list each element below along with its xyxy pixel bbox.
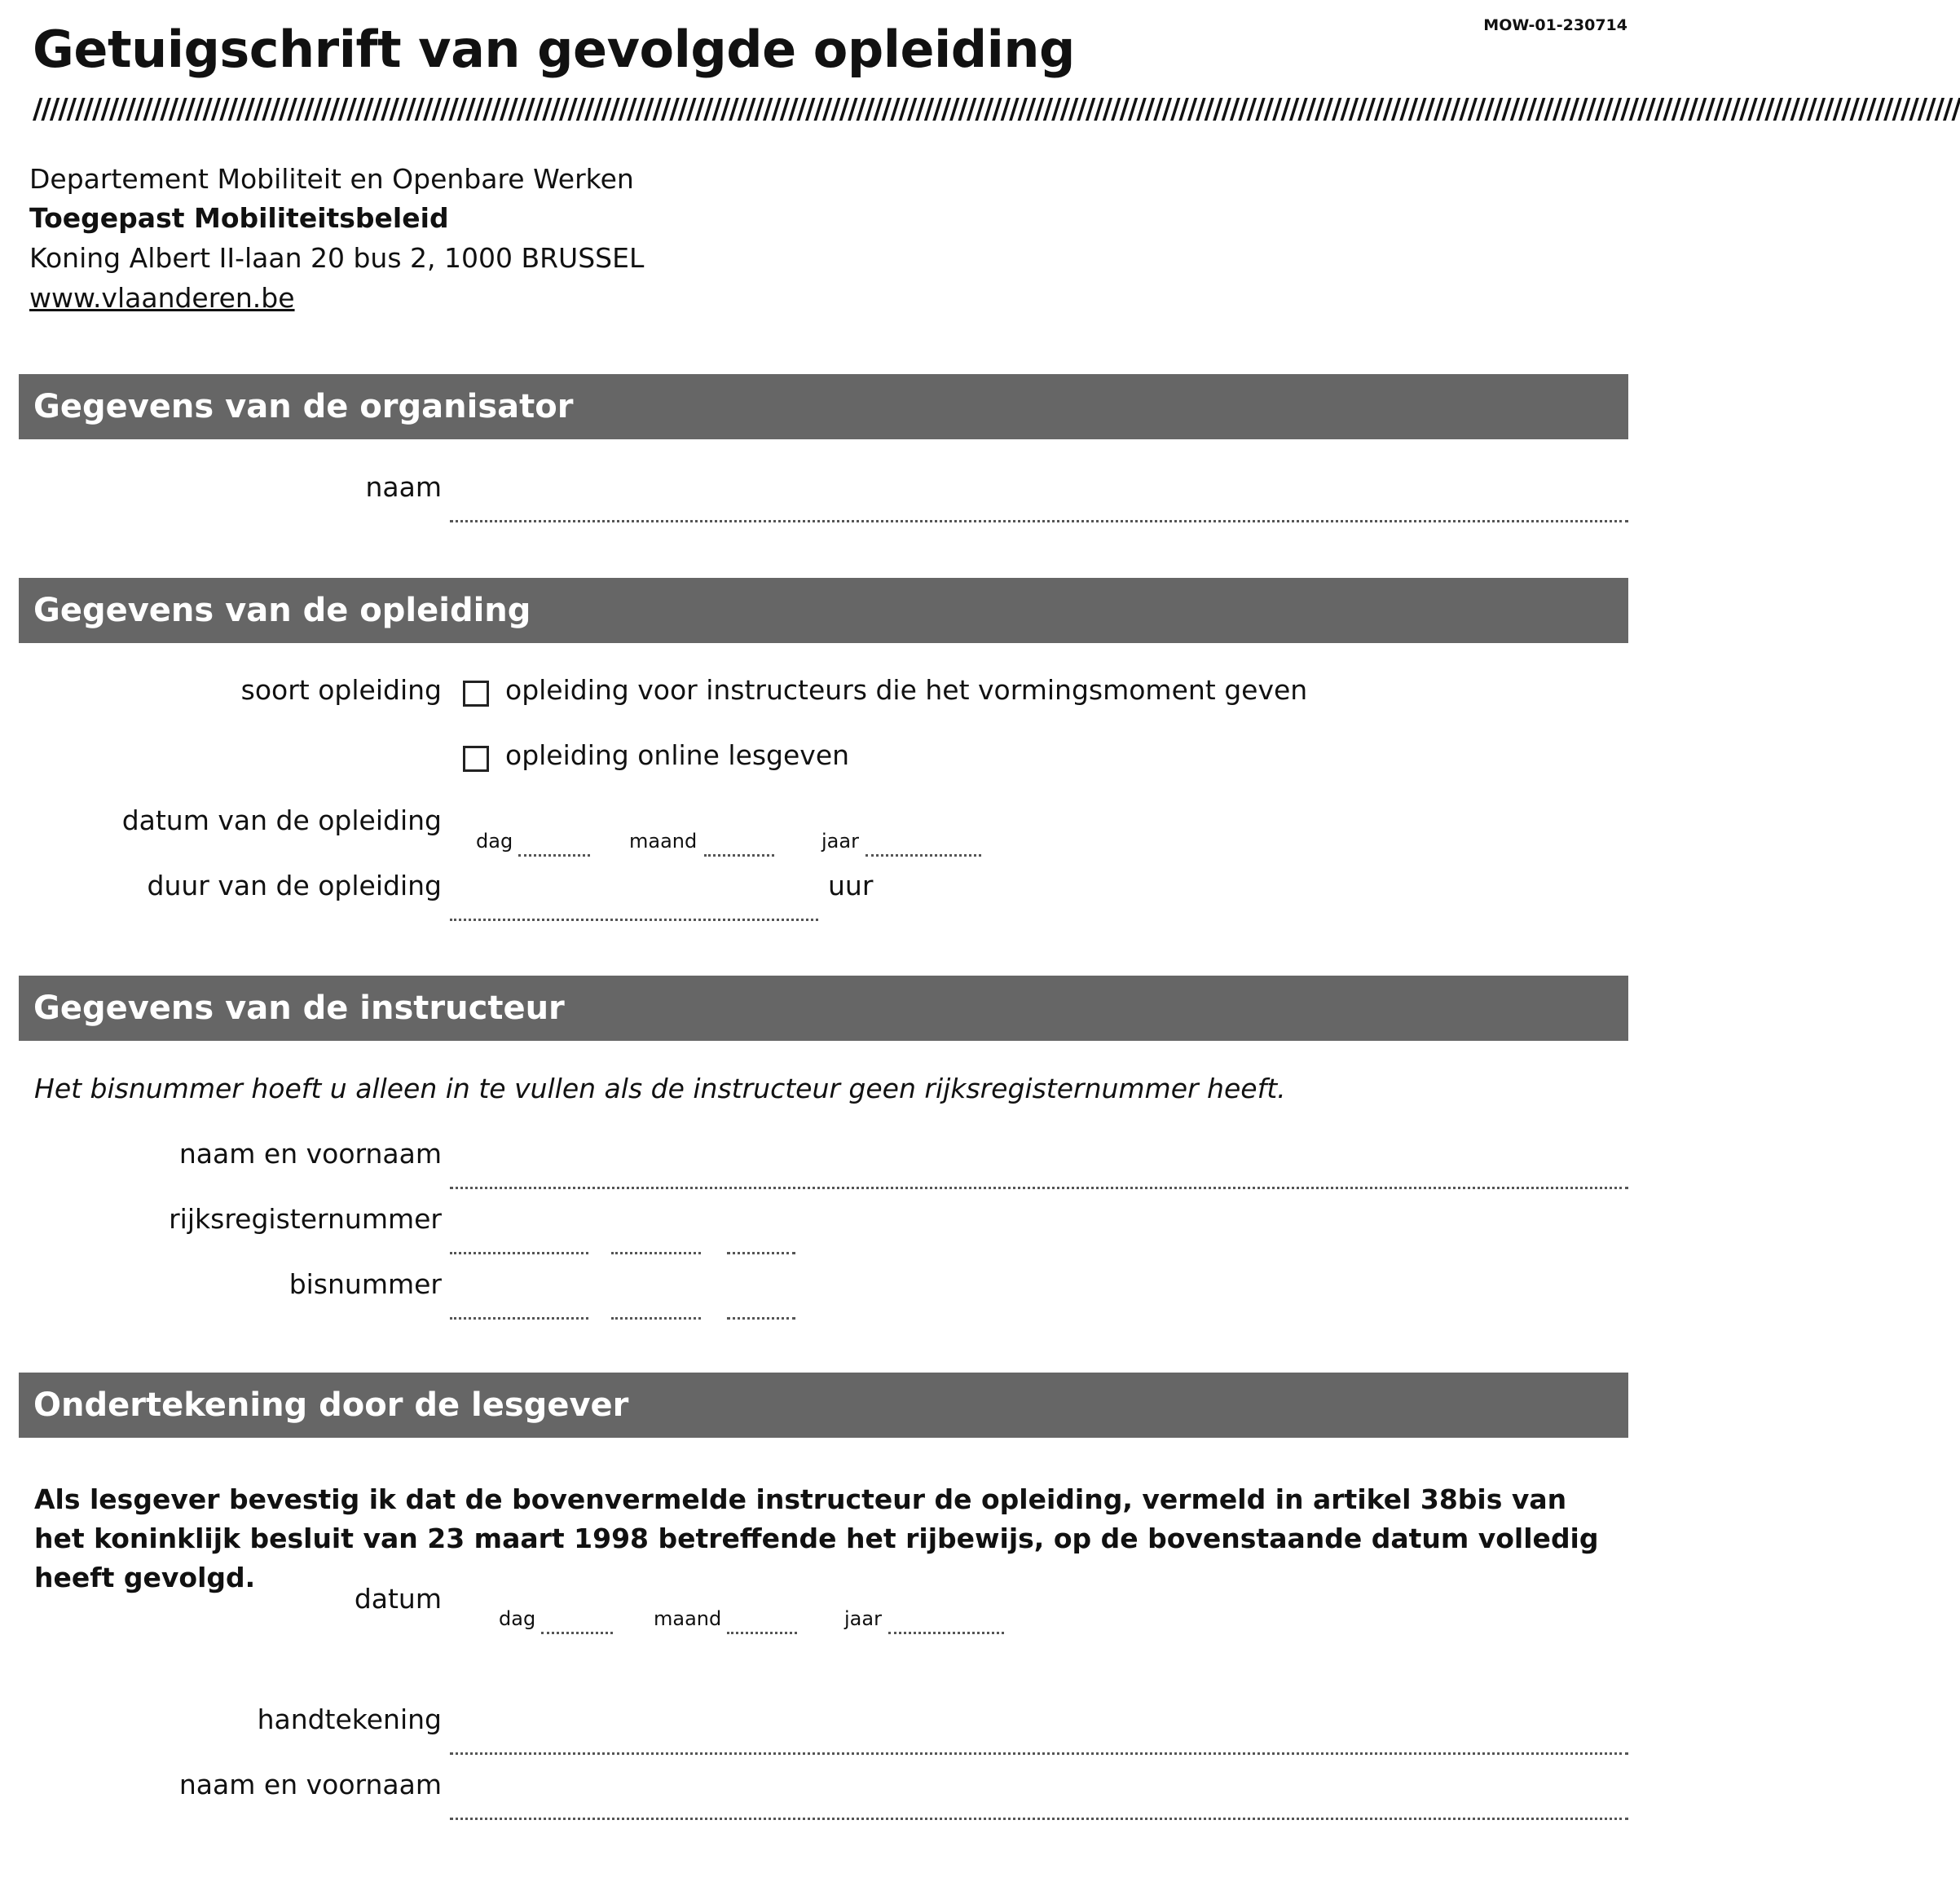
bisnummer-field-3[interactable]	[727, 1317, 795, 1320]
duur-opleiding-field[interactable]	[450, 919, 818, 921]
section-header-instructeur: Gegevens van de instructeur	[19, 976, 1628, 1041]
handtekening-field[interactable]	[450, 1752, 1628, 1755]
datum-opleiding-dag-field[interactable]	[518, 854, 590, 857]
lesgever-naam-field[interactable]	[450, 1818, 1628, 1820]
department-name: Departement Mobiliteit en Openbare Werken	[29, 163, 634, 195]
ondertekening-datum-label: datum	[354, 1583, 442, 1615]
option-instructeurs-label: opleiding voor instructeurs die het vormingsmoment geven	[505, 674, 1308, 706]
handtekening-label: handtekening	[257, 1703, 442, 1735]
section-header-organisator: Gegevens van de organisator	[19, 374, 1628, 439]
rijksregisternummer-label: rijksregisternummer	[169, 1203, 442, 1235]
page-title: Getuigschrift van gevolgde opleiding	[33, 20, 1075, 79]
website-link[interactable]: www.vlaanderen.be	[29, 282, 295, 314]
form-code: MOW-01-230714	[1483, 16, 1627, 34]
bisnummer-note: Het bisnummer hoeft u alleen in te vullen als de instructeur geen rijksregisternummer heeft.	[34, 1073, 1286, 1104]
ondertekening-dag-field[interactable]	[541, 1632, 613, 1634]
rijksregisternummer-field-2[interactable]	[611, 1252, 701, 1254]
option-online-label: opleiding online lesgeven	[505, 739, 850, 771]
datum-opleiding-dag-label: dag	[476, 830, 513, 853]
bisnummer-label: bisnummer	[288, 1268, 442, 1300]
datum-opleiding-label: datum van de opleiding	[121, 804, 442, 836]
option-online-checkbox[interactable]	[463, 746, 489, 772]
section-header-ondertekening: Ondertekening door de lesgever	[19, 1373, 1628, 1438]
department-division: Toegepast Mobiliteitsbeleid	[29, 202, 449, 234]
datum-opleiding-jaar-label: jaar	[821, 830, 859, 853]
duur-unit-label: uur	[828, 870, 874, 901]
option-instructeurs-checkbox[interactable]	[463, 681, 489, 707]
confirmation-statement: Als lesgever bevestig ik dat de bovenvermelde instructeur de opleiding, vermeld in artikel 38bis van het koninklijk besluit van 23 maart 1998 betreffende het rijbewijs, op de bovenstaande datum volledig heeft gevolgd.	[34, 1483, 1599, 1593]
organisator-naam-field[interactable]	[450, 520, 1628, 522]
datum-opleiding-maand-field[interactable]	[704, 854, 774, 857]
duur-opleiding-label: duur van de opleiding	[147, 870, 442, 901]
ondertekening-dag-label: dag	[499, 1607, 536, 1630]
department-website	[29, 282, 295, 314]
ondertekening-maand-field[interactable]	[727, 1632, 797, 1634]
department-address: Koning Albert II-laan 20 bus 2, 1000 BRUSSEL	[29, 242, 645, 274]
rijksregisternummer-field-3[interactable]	[727, 1252, 795, 1254]
organisator-naam-label: naam	[365, 471, 442, 503]
datum-opleiding-jaar-field[interactable]	[865, 854, 981, 857]
bisnummer-field-1[interactable]	[450, 1317, 588, 1320]
ondertekening-jaar-field[interactable]	[888, 1632, 1004, 1634]
bisnummer-field-2[interactable]	[611, 1317, 701, 1320]
instructeur-naam-label: naam en voornaam	[178, 1138, 442, 1170]
ondertekening-jaar-label: jaar	[844, 1607, 882, 1630]
title-separator: ///////////////////////////////////////////////////////////////////////////////////////////////////////////////////////////////////////////////////////////////////////////////////////////////////////////////////////////////////	[33, 93, 1960, 126]
instructeur-naam-field[interactable]	[450, 1187, 1628, 1189]
section-header-opleiding: Gegevens van de opleiding	[19, 578, 1628, 643]
ondertekening-maand-label: maand	[654, 1607, 722, 1630]
rijksregisternummer-field-1[interactable]	[450, 1252, 588, 1254]
lesgever-naam-label: naam en voornaam	[178, 1769, 442, 1800]
datum-opleiding-maand-label: maand	[629, 830, 698, 853]
soort-opleiding-label: soort opleiding	[240, 674, 442, 706]
